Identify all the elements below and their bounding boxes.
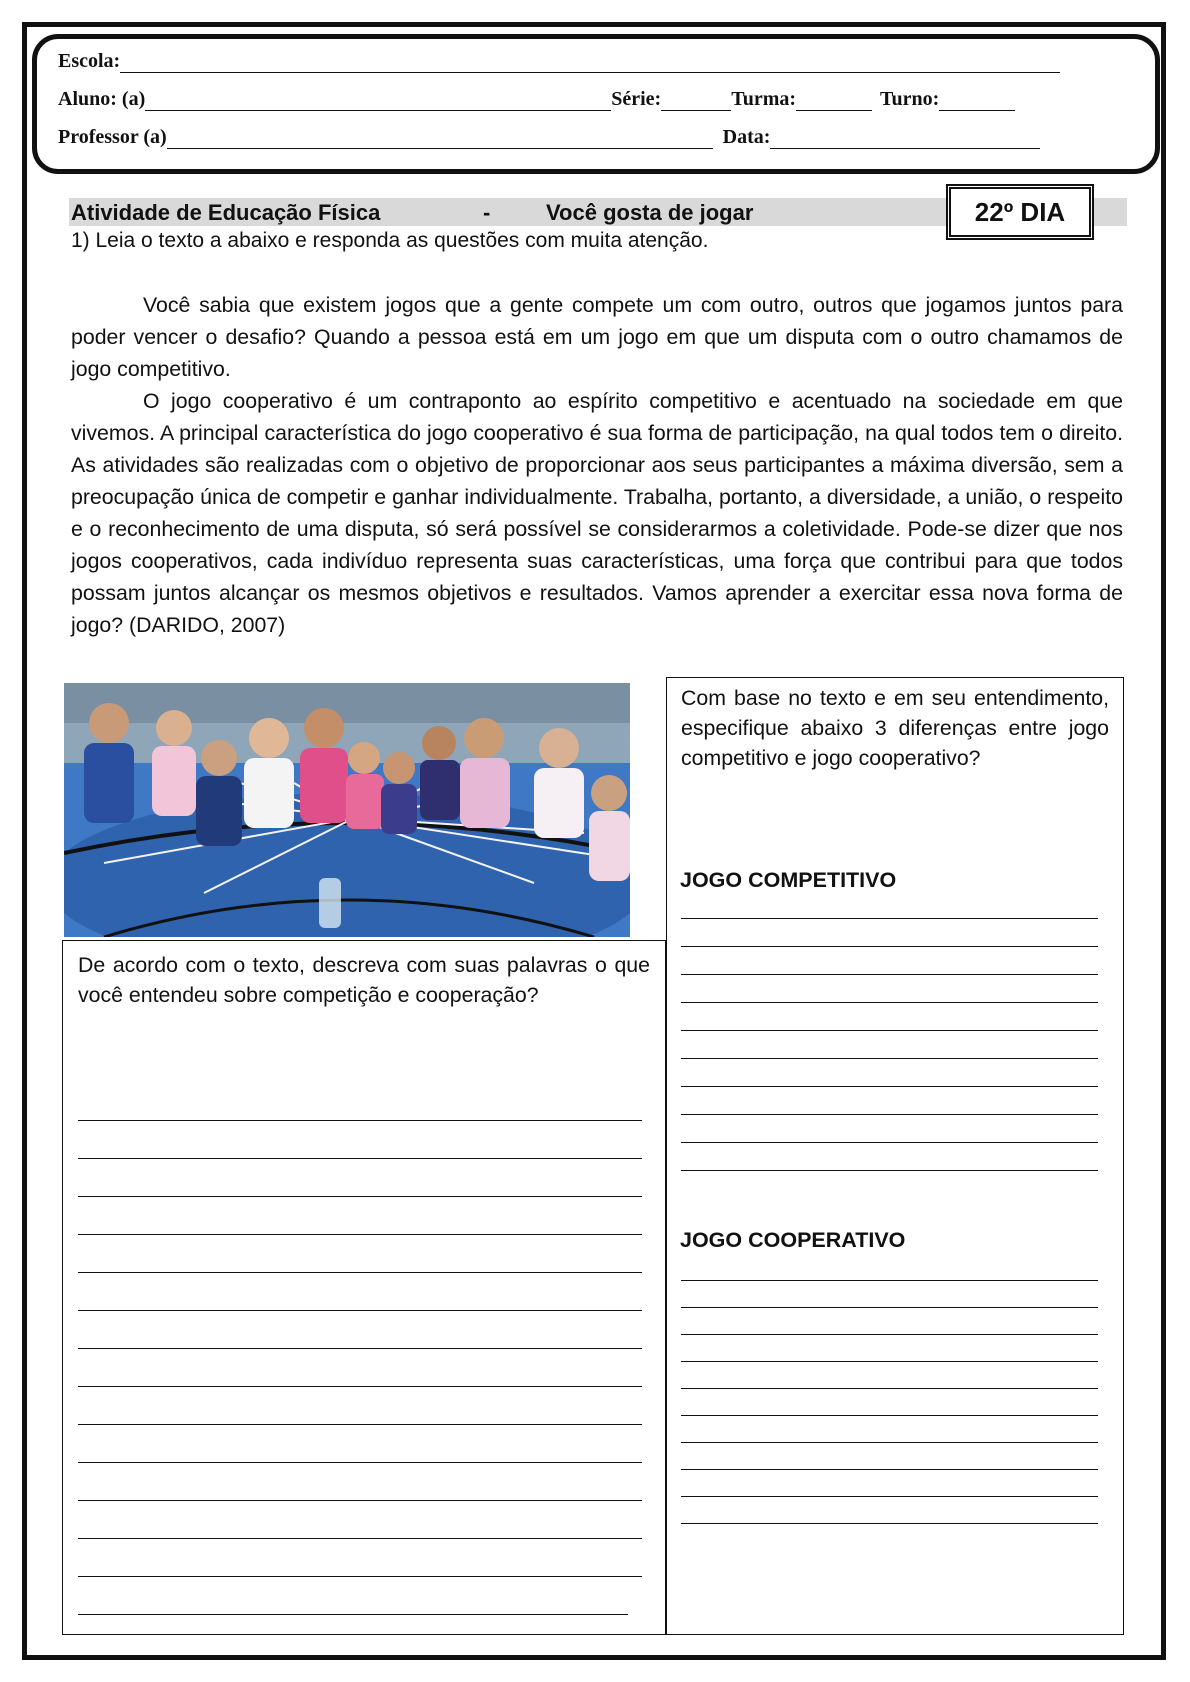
school-label: Escola: (58, 50, 121, 72)
answer-line[interactable] (78, 1234, 642, 1235)
answer-line[interactable] (681, 918, 1098, 919)
title-separator: - (483, 200, 491, 225)
answer-line[interactable] (78, 1500, 642, 1501)
school-row (58, 50, 1060, 73)
class-field[interactable] (796, 92, 872, 111)
differences-question: Com base no texto e em seu entendimento, especifique abaixo 3 diferenças entre jogo competitivo e jogo cooperativo? (681, 686, 1109, 770)
cooperative-heading: JOGO COOPERATIVO (680, 1228, 906, 1252)
differences-question-box (666, 677, 1124, 1635)
day-label: 22º DIA (974, 196, 1066, 227)
activity-title: Atividade de Educação Física (71, 200, 381, 225)
answer-line[interactable] (78, 1576, 642, 1577)
answer-line[interactable] (78, 1272, 642, 1273)
answer-line[interactable] (681, 1030, 1098, 1031)
answer-line[interactable] (681, 1280, 1098, 1281)
answer-line[interactable] (681, 1334, 1098, 1335)
answer-line[interactable] (681, 1142, 1098, 1143)
answer-line[interactable] (681, 1415, 1098, 1416)
answer-line[interactable] (78, 1538, 642, 1539)
answer-line[interactable] (78, 1120, 642, 1121)
answer-line[interactable] (681, 1114, 1098, 1115)
answer-line[interactable] (681, 1523, 1098, 1524)
children-cooperative-game-photo (64, 683, 630, 937)
day-badge (946, 184, 1094, 240)
date-field[interactable] (770, 130, 1040, 149)
student-label: Aluno: (a) (58, 88, 146, 110)
answer-line[interactable] (78, 1614, 628, 1615)
grade-label: Série: (611, 88, 662, 110)
teacher-label: Professor (a) (58, 126, 167, 148)
answer-line[interactable] (681, 1086, 1098, 1087)
answer-line[interactable] (78, 1386, 642, 1387)
date-label: Data: (722, 126, 771, 148)
answer-line[interactable] (681, 1469, 1098, 1470)
answer-line[interactable] (681, 1170, 1098, 1171)
answer-line[interactable] (681, 1361, 1098, 1362)
reading-text (71, 289, 1123, 641)
student-row (58, 88, 1015, 111)
photo-illustration (64, 683, 630, 937)
answer-line[interactable] (681, 1496, 1098, 1497)
answer-line[interactable] (78, 1158, 642, 1159)
shift-field[interactable] (939, 92, 1015, 111)
answer-line[interactable] (78, 1196, 642, 1197)
answer-line[interactable] (78, 1424, 642, 1425)
paragraph-1: Você sabia que existem jogos que a gente compete um com outro, outros que jogamos juntos para poder vencer o desafio? Quando a pessoa está em um jogo em que um disputa com o outro chamamos de jogo competitivo. (71, 293, 1123, 381)
teacher-row (58, 126, 1040, 149)
answer-line[interactable] (681, 974, 1098, 975)
teacher-field[interactable] (167, 130, 713, 149)
student-field[interactable] (145, 92, 611, 111)
answer-line[interactable] (681, 1307, 1098, 1308)
answer-line[interactable] (681, 946, 1098, 947)
competition-question-box (62, 940, 666, 1635)
grade-field[interactable] (661, 92, 731, 111)
instruction: 1) Leia o texto a abaixo e responda as questões com muita atenção. (71, 229, 709, 252)
school-field[interactable] (120, 54, 1060, 73)
answer-line[interactable] (78, 1462, 642, 1463)
competitive-heading: JOGO COMPETITIVO (680, 868, 897, 892)
answer-line[interactable] (681, 1388, 1098, 1389)
topic-title: Você gosta de jogar (546, 200, 754, 225)
competition-question: De acordo com o texto, descreva com suas palavras o que você entendeu sobre competição e cooperação? (78, 953, 650, 1007)
answer-line[interactable] (681, 1442, 1098, 1443)
paragraph-2: O jogo cooperativo é um contraponto ao espírito competitivo e acentuado na sociedade em que vivemos. A principal característica do jogo cooperativo é sua forma de participação, na qual todos tem o direito. As atividades são realizadas com o objetivo de proporcionar aos seus participantes a máxima diversão, sem a preocupação única de competir e ganhar individualmente. Trabalha, portanto, a diversidade, a união, o respeito e o reconhecimento de uma disputa, só será possível se considerarmos a coletividade. Pode-se dizer que nos jogos cooperativos, cada indivíduo representa suas características, uma força que contribui para que todos possam juntos alcançar os mesmos objetivos e resultados. Vamos aprender a exercitar essa nova forma de jogo? (DARIDO, 2007) (71, 389, 1123, 637)
answer-line[interactable] (681, 1058, 1098, 1059)
answer-line[interactable] (78, 1348, 642, 1349)
class-label: Turma: (731, 88, 797, 110)
answer-line[interactable] (681, 1002, 1098, 1003)
answer-line[interactable] (78, 1310, 642, 1311)
shift-label: Turno: (880, 88, 940, 110)
